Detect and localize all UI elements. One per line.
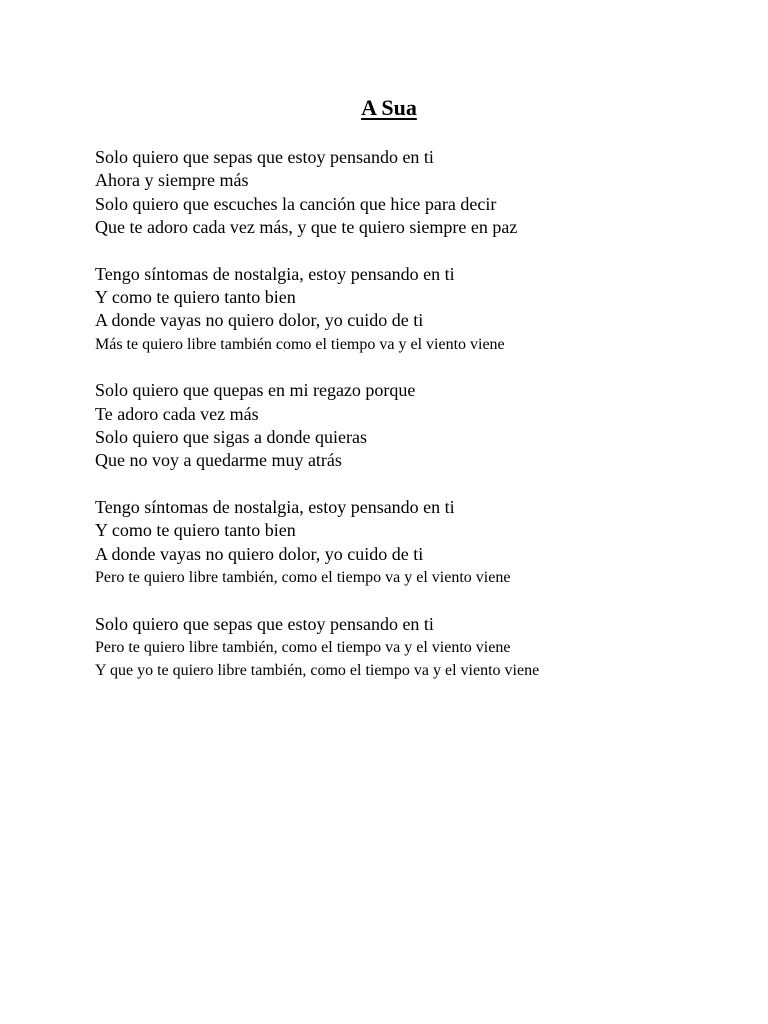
lyric-line: Pero te quiero libre también, como el tiempo va y el viento viene xyxy=(95,638,511,656)
lyric-line: Y como te quiero tanto bien xyxy=(95,287,296,308)
lyric-line: Más te quiero libre también como el tiempo va y el viento viene xyxy=(95,335,505,353)
lyric-line: Que no voy a quedarme muy atrás xyxy=(95,450,342,471)
stanza-3 xyxy=(95,379,755,473)
lyric-line: Que te adoro cada vez más, y que te quiero siempre en paz xyxy=(95,217,518,238)
lyric-line: A donde vayas no quiero dolor, yo cuido de ti xyxy=(95,310,424,331)
lyric-line: Tengo síntomas de nostalgia, estoy pensando en ti xyxy=(95,263,455,284)
lyric-line: Solo quiero que sigas a donde quieras xyxy=(95,427,367,448)
lyric-line: Y que yo te quiero libre también, como el tiempo va y el viento viene xyxy=(95,662,540,680)
lyric-line: A donde vayas no quiero dolor, yo cuido de ti xyxy=(95,543,424,564)
lyric-line: Solo quiero que sepas que estoy pensando en ti xyxy=(95,147,434,167)
lyric-line: Tengo síntomas de nostalgia, estoy pensando en ti xyxy=(95,496,455,517)
lyric-line: Pero te quiero libre también, como el tiempo va y el viento viene xyxy=(95,569,511,587)
lyric-line: Ahora y siempre más xyxy=(95,170,249,191)
lyric-line: Solo quiero que sepas que estoy pensando en ti xyxy=(95,613,434,634)
lyric-line: Te adoro cada vez más xyxy=(95,403,259,424)
stanza-5 xyxy=(95,613,755,683)
lyric-line: Solo quiero que escuches la canción que hice para decir xyxy=(95,193,497,214)
lyric-line: Y como te quiero tanto bien xyxy=(95,520,296,541)
lyrics-body xyxy=(95,146,755,706)
stanza-4 xyxy=(95,496,755,590)
lyric-line: Solo quiero que quepas en mi regazo porque xyxy=(95,380,416,401)
song-title: A Sua xyxy=(361,95,417,120)
stanza-2 xyxy=(95,263,755,357)
stanza-1 xyxy=(95,146,755,240)
